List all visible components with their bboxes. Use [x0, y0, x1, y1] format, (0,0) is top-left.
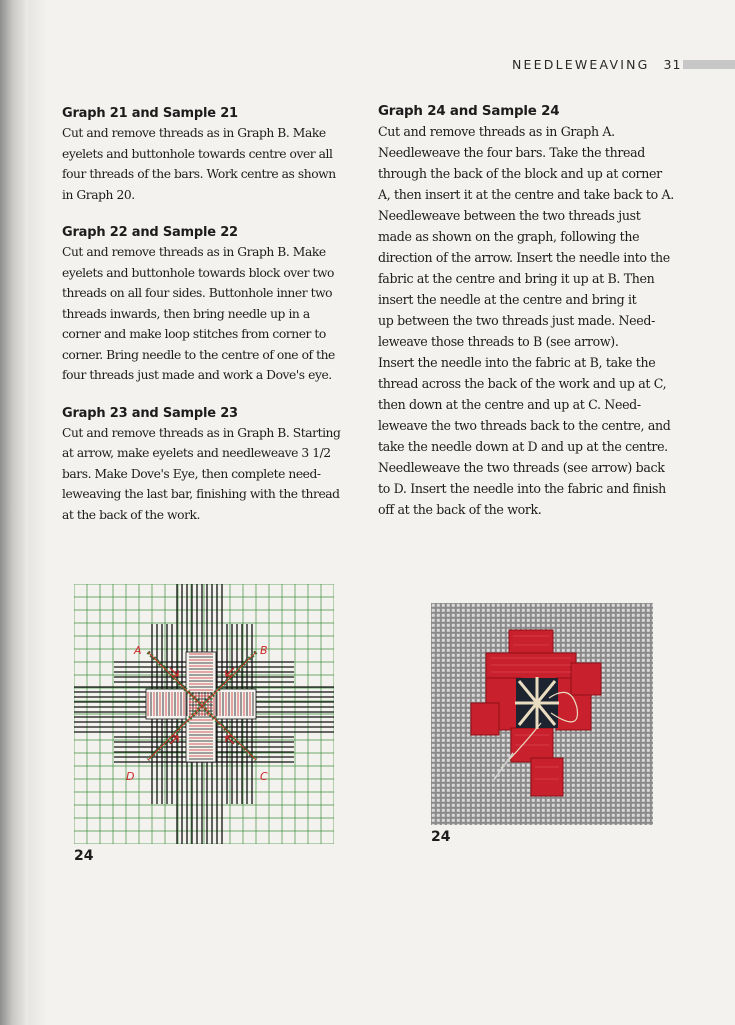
left-column	[62, 106, 362, 545]
right-column	[378, 104, 683, 540]
cream-dove-eye	[515, 677, 559, 729]
book-gutter-shadow	[0, 0, 28, 1025]
section-graph-23	[62, 406, 362, 526]
section-heading: Graph 21 and Sample 21	[62, 106, 238, 121]
section-body: Cut and remove threads as in Graph B. Make eyelets and buttonhole towards block over two threads on all four sides. Buttonhole inner two threads inwards, then bring needle up in a corner and make loop stitches from corner to corner. Bring needle to the centre of one of the four threads just made and work a Dove's eye.	[62, 245, 335, 382]
section-body: Cut and remove threads as in Graph B. Starting at arrow, make eyelets and needleweave 3 1/2 bars. Make Dove's Eye, then complete need- leweaving the last bar, finishing with the thread at the back of the work.	[62, 425, 341, 522]
corner-label-d: D	[126, 770, 135, 783]
page-number: 31	[663, 57, 682, 72]
section-body: Cut and remove threads as in Graph B. Make eyelets and buttonhole towards centre over all four threads of the bars. Work centre as shown in Graph 20.	[62, 126, 336, 202]
section-heading: Graph 23 and Sample 23	[62, 405, 238, 421]
section-heading: Graph 22 and Sample 22	[62, 225, 238, 240]
section-heading: Graph 24 and Sample 24	[378, 104, 560, 119]
stitched-sample-photo	[431, 603, 653, 825]
section-graph-24	[378, 104, 683, 520]
stitch-graph-figure	[74, 584, 334, 844]
running-header	[512, 57, 681, 72]
header-tab-bar	[683, 60, 735, 69]
section-body: Cut and remove threads as in Graph A. Needleweave the four bars. Take the thread through the back of the block and up at corner A, then insert it at the centre and take back to A. Needleweave between the two threads just made as shown on the graph, following the direction of the arrow. Insert the needle into the fabric at the centre and bring it up at B. Then insert the needle at the centre and bring it up between the two threads just made. Need- leweave those threads to B (see arrow). Insert the needle into the fabric at B, take the thread across the back of the work and up at C, then down at the centre and up at C. Need- leweave the two threads back to the centre, and take the needle down at D and up at the centre. Needleweave the two threads (see arrow) back to D. Insert the needle into the fabric and finish off at the back of the work.	[378, 124, 674, 517]
section-graph-22	[62, 225, 362, 386]
corner-label-b: B	[260, 644, 268, 657]
corner-label-c: C	[260, 770, 268, 783]
graph-caption: 24	[74, 848, 94, 864]
gutter-fade	[28, 0, 48, 1025]
running-title: NEEDLEWEAVING	[512, 57, 650, 72]
corner-label-a: A	[134, 644, 142, 657]
section-graph-21	[62, 106, 362, 205]
sample-caption: 24	[431, 829, 451, 845]
